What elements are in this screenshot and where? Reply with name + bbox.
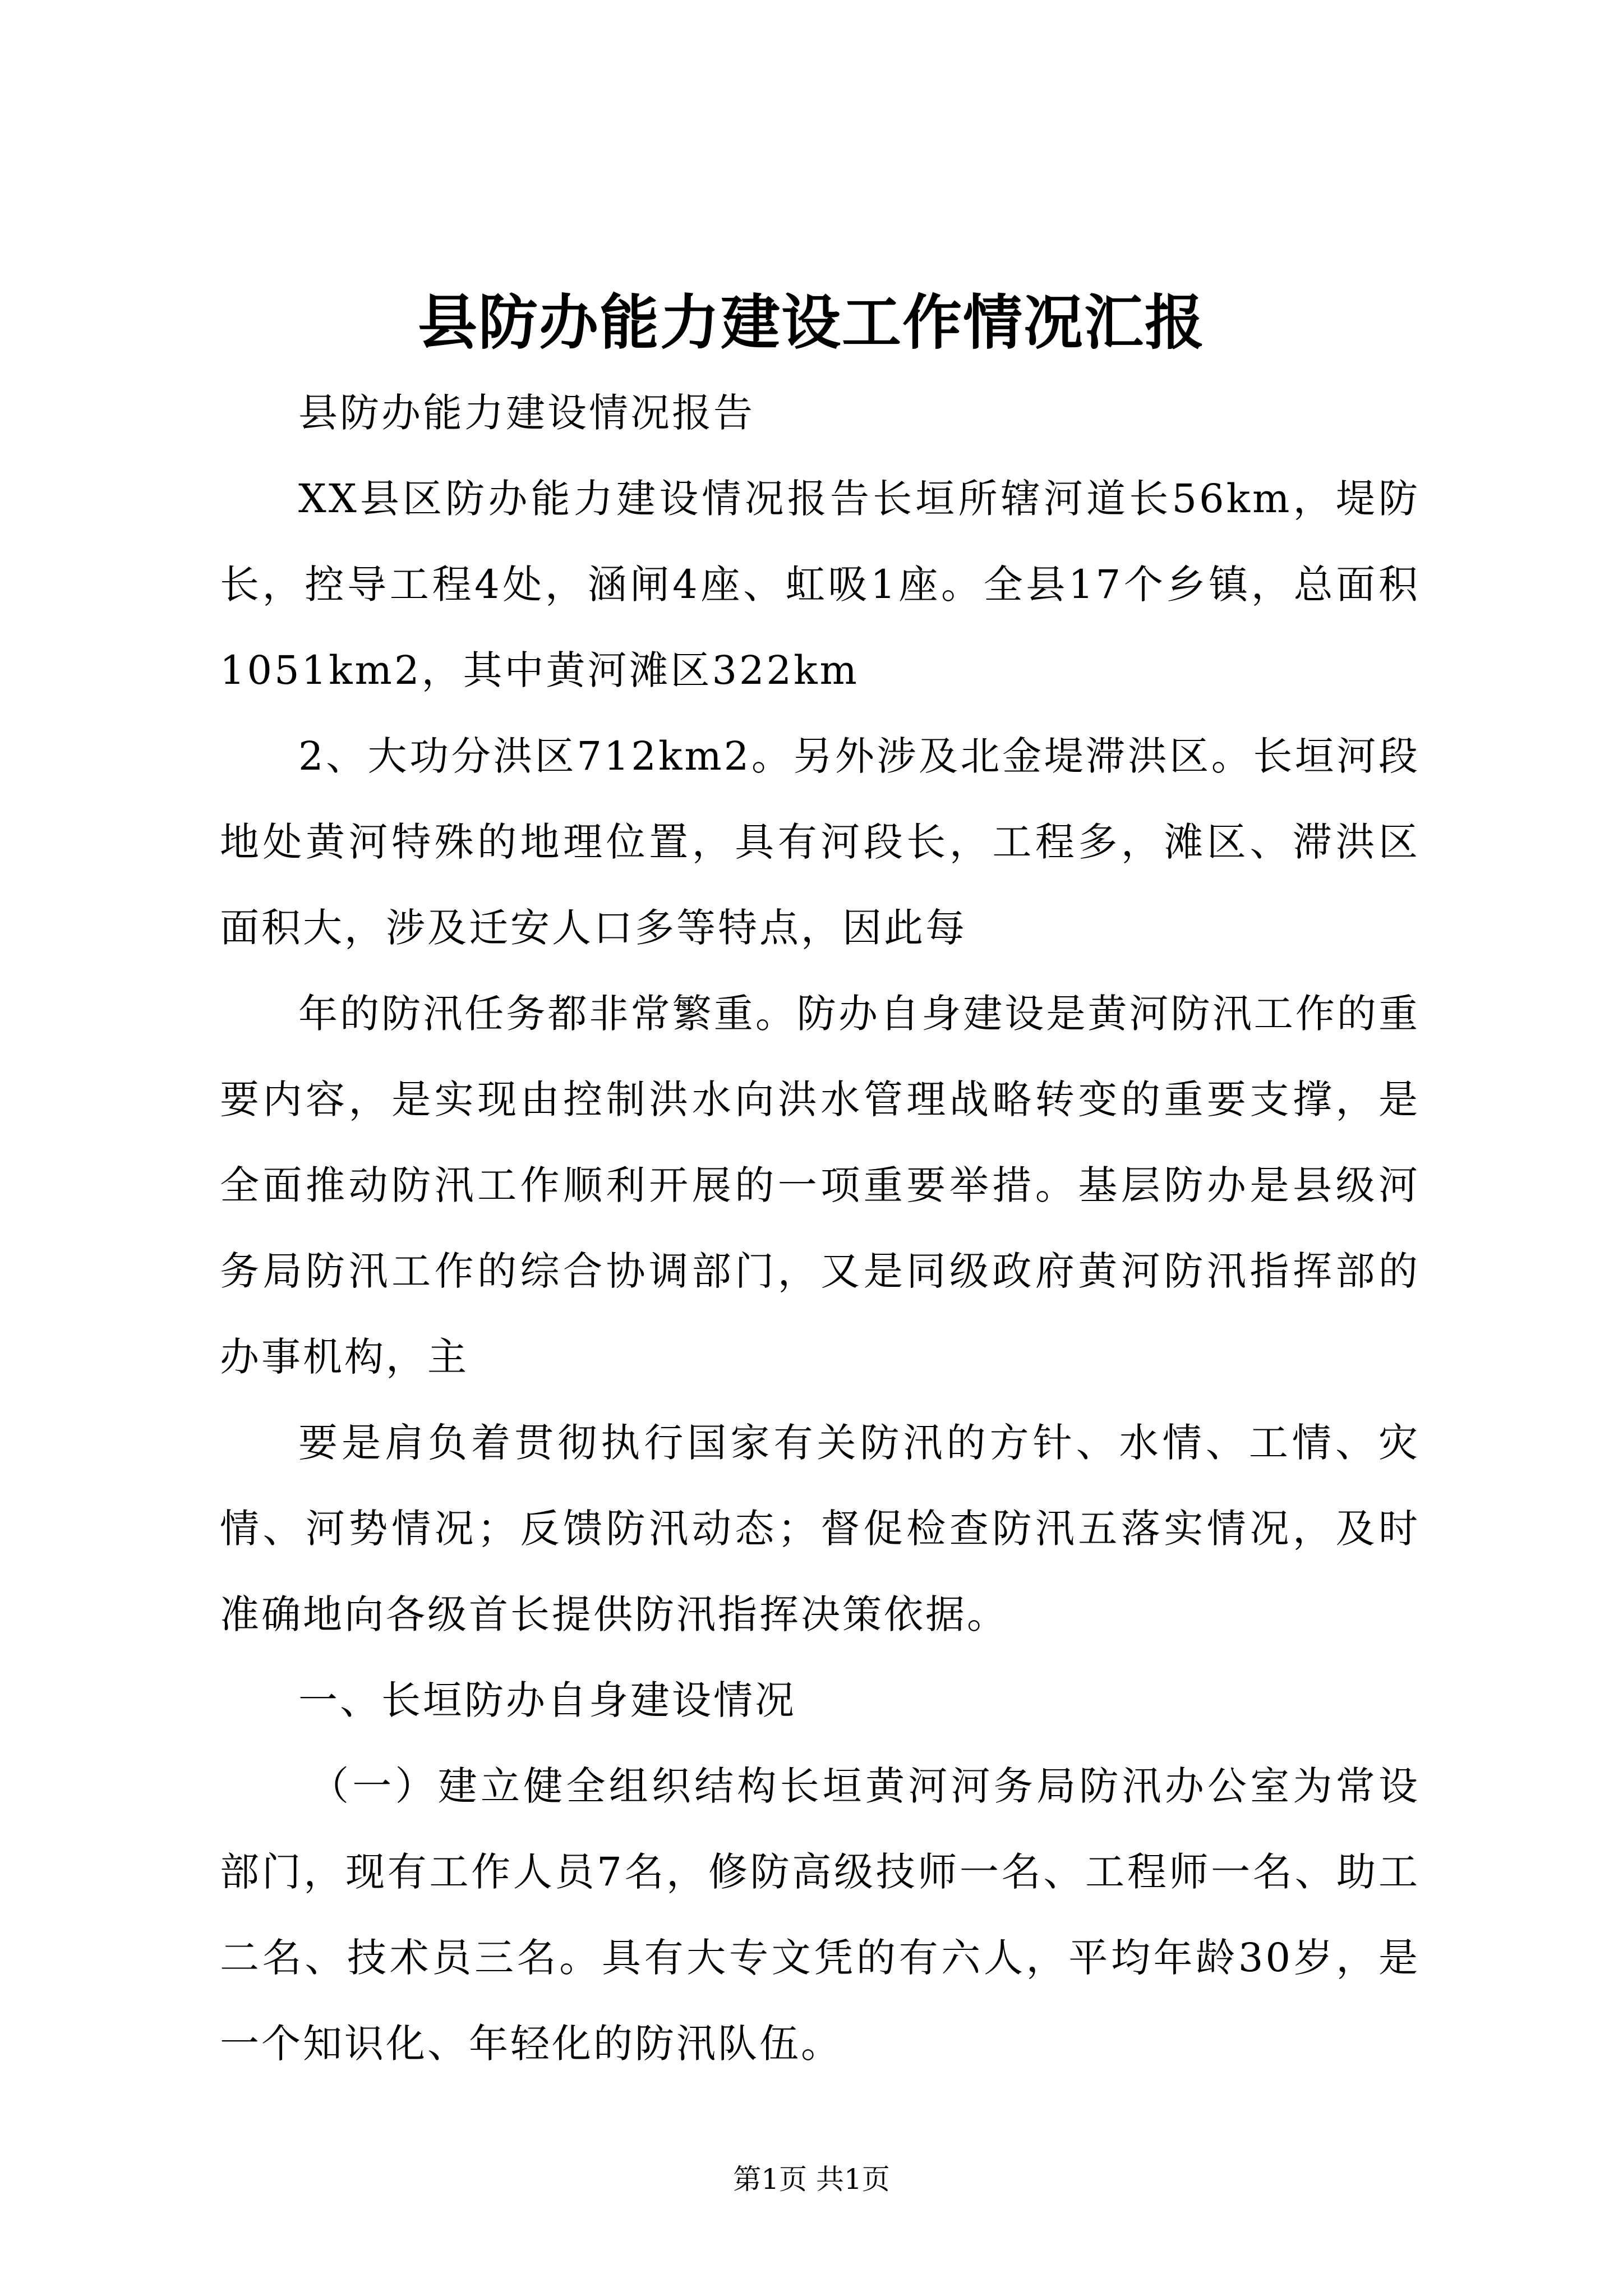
paragraph-5: 要是肩负着贯彻执行国家有关防汛的方针、水情、工情、灾情、河势情况；反馈防汛动态；督促检查防汛五落实情况，及时准确地向各级首长提供防汛指挥决策依据。 xyxy=(220,1420,1420,1637)
paragraph-2: XX县区防办能力建设情况报告长垣所辖河道长56km，堤防长，控导工程4处，涵闸4座、虹吸1座。全县17个乡镇，总面积1051km2，其中黄河滩区322km xyxy=(220,476,1420,693)
page-footer: 第1页 共1页 xyxy=(733,2163,890,2196)
document-body xyxy=(220,370,1420,2087)
paragraph-1: 县防办能力建设情况报告 xyxy=(298,390,755,436)
document-title: 县防办能力建设工作情况汇报 xyxy=(418,287,1205,357)
paragraph-7: （一）建立健全组织结构长垣黄河河务局防汛办公室为常设部门，现有工作人员7名，修防高级技师一名、工程师一名、助工二名、技术员三名。具有大专文凭的有六人，平均年龄30岁，是一个知识化、年轻化的防汛队伍。 xyxy=(220,1763,1420,2067)
section-heading-1: 一、长垣防办自身建设情况 xyxy=(298,1677,796,1723)
paragraph-4: 年的防汛任务都非常繁重。防办自身建设是黄河防汛工作的重要内容，是实现由控制洪水向洪水管理战略转变的重要支撑，是全面推动防汛工作顺利开展的一项重要举措。基层防办是县级河务局防汛工作的综合协调部门，又是同级政府黄河防汛指挥部的办事机构，主 xyxy=(220,991,1420,1380)
paragraph-3: 2、大功分洪区712km2。另外涉及北金堤滞洪区。长垣河段地处黄河特殊的地理位置，具有河段长，工程多，滩区、滞洪区面积大，涉及迁安人口多等特点，因此每 xyxy=(220,733,1420,951)
